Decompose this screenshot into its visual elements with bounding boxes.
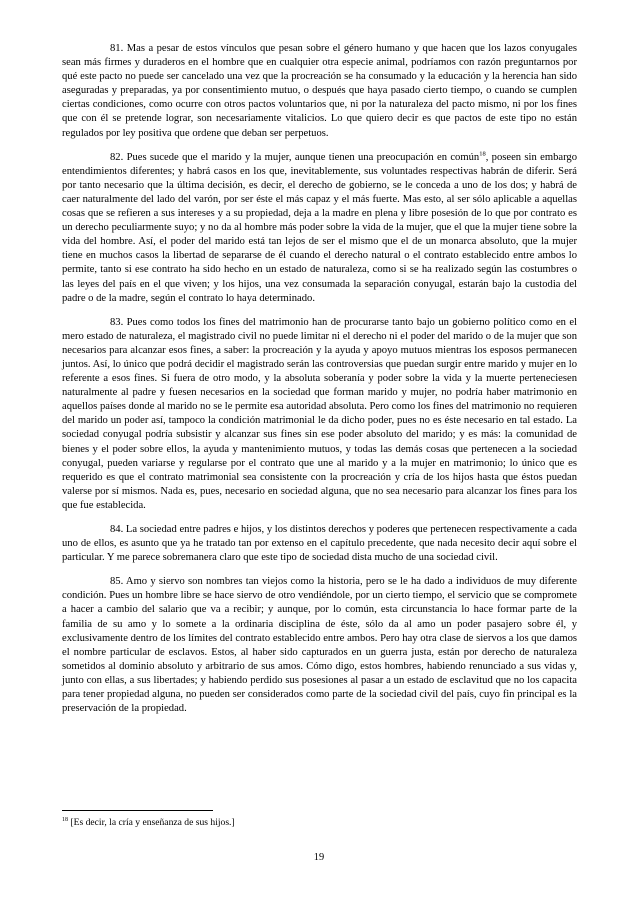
- paragraph-84: 84. La sociedad entre padres e hijos, y los distintos derechos y poderes que pertenecen respectivamente a cada uno de ellos, es asunto que ya he tratado tan por extenso en el capítulo precedente, que nada necesito decir aquí sobre el particular. Y me parece sobremanera claro que este tipo de sociedad dista mucho de una sociedad civil.: [62, 524, 577, 564]
- footnote: [62, 817, 577, 829]
- paragraph-83: 83. Pues como todos los fines del matrimonio han de procurarse tanto bajo un gobierno político como en el mero estado de naturaleza, el magistrado civil no puede limitar ni el derecho ni el poder del marido o de la mujer que son necesarios para alcanzar esos fines, a saber: la procreación y la ayuda y apoyo mutuos mientras los esposos permanecen juntos. Así, lo único que podrá decidir el magistrado serán las controversias que puedan surgir entre marido y mujer en lo referente a esos fines. Si fuera de otro modo, y la absoluta soberanía y poder sobre la vida y la muerte perteneciesen naturalmente al padre y fuesen necesarios en la sociedad que forman marido y mujer, no podría haber matrimonio en aquellos países donde al marido no se le permite esa autoridad absoluta. Pero como los fines del matrimonio no requieren del marido un poder así, tampoco la condición matrimonial le da dicho poder, pues no es éste necesario en tal estado. La sociedad conyugal podría subsistir y alcanzar sus fines sin ese poder absoluto del marido; y es más: la comunidad de bienes y el poder sobre ellos, la ayuda y mantenimiento mutuos, y todas las demás cosas que pertenecen a la sociedad conyugal, pueden variarse y regularse por el contrato que une al marido y a la mujer en matrimonio; lo único que es requerido es que el contrato matrimonial sea consistente con la procreación y cría de los hijos hasta que éstos puedan valerse por sí mismos. Nada es, pues, necesario en sociedad alguna, que no sea necesario para alcanzar los fines para los que fue establecida.: [62, 316, 577, 511]
- footnote-reference: 18: [479, 150, 486, 158]
- paragraph-82-rest: , poseen sin embargo entendimientos diferentes; y habrá casos en los que, inevitablemente, sus voluntades respectivas habrán de diferir. Será por tanto necesario que la última decisión, es decir, el derecho de gobierno, se le conceda a uno de los dos; y habrá de caer naturalmente del lado del varón, por ser éste el más capaz y el más fuerte. Mas esto, al ser sólo aplicable a aquellas cosas que se refieren a sus intereses y a su propiedad, deja a la madre en plena y libre posesión de lo que por contrato es un derecho peculiarmente suyo; y no da al hombre más poder sobre la vida de la mujer, que el que la mujer tiene sobre la vida del hombre. Así, el poder del marido está tan lejos de ser el mismo que el de un monarca absoluto, que la mujer tiene en muchos casos la libertad de separarse de él cuando el derecho natural o el contrato establecido entre ambos lo permite, tanto si ese contrato ha sido hecho en un estado de naturaleza, como si se ha realizado según las costumbres o las leyes del país en el que viven; y los hijos, una vez consumada la separación conyugal, estarán bajo la custodia del padre o de la madre, según el contrato lo haya determinado.: [62, 151, 577, 304]
- footnote-divider: [62, 810, 213, 811]
- paragraph-85: 85. Amo y siervo son nombres tan viejos como la historia, pero se le ha dado a individuos de muy diferente condición. Pues un hombre libre se hace siervo de otro vendiéndole, por un cierto tiempo, el servicio que se compromete a hacer a cambio del salario que va a recibir; y aunque, por lo común, esta circunstancia lo hace formar parte de la familia de su amo y lo somete a la ordinaria disciplina de éste, sólo da al amo un poder pasajero sobre él, y exclusivamente dentro de los límites del contrato establecido entre ambos. Pero hay otra clase de siervos a los que damos el nombre particular de esclavos. Estos, al haber sido capturados en un guerra justa, están por derecho de naturaleza sometidos al dominio absoluto y arbitrario de sus amos. Cómo digo, estos hombres, habiendo renunciado a sus vidas y, junto con ellas, a sus libertades; y habiendo perdido sus posesiones al pasar a un estado de esclavitud que no los capacita para tener propiedad alguna, no pueden ser considerados como parte de la sociedad civil del país, cuyo fin principal es la preservación de la propiedad.: [62, 576, 577, 715]
- paragraph-82: [62, 151, 577, 306]
- paragraph-82-start: 82. Pues sucede que el marido y la mujer, aunque tienen una preocupación en común: [110, 151, 480, 163]
- paragraph-81: 81. Mas a pesar de estos vínculos que pesan sobre el género humano y que hacen que los lazos conyugales sean más firmes y duraderos en el hombre que en cualquier otra especie animal, podríamos con razón preguntarnos por qué este pacto no puede ser cancelado una vez que la procreación se ha consumado y la educación y la herencia han sido aseguradas y preparadas, ya por consentimiento mutuo, o después que haya pasado cierto tiempo, o cuando se cumplen ciertas condiciones, como ocurre con otros pactos voluntarios que, ni por la naturaleza del pacto mismo, ni por los fines que con él se pretende lograr, son necesariamente vitalicios. Lo que quiero decir es que pactos de este tipo no están regulados por ley positiva que ordene que deban ser perpetuos.: [62, 43, 577, 139]
- page-number: 19: [313, 852, 325, 863]
- footnote-number: 18: [62, 816, 68, 823]
- document-body: [62, 42, 577, 726]
- footnote-text: [Es decir, la cría y enseñanza de sus hijos.]: [68, 817, 235, 828]
